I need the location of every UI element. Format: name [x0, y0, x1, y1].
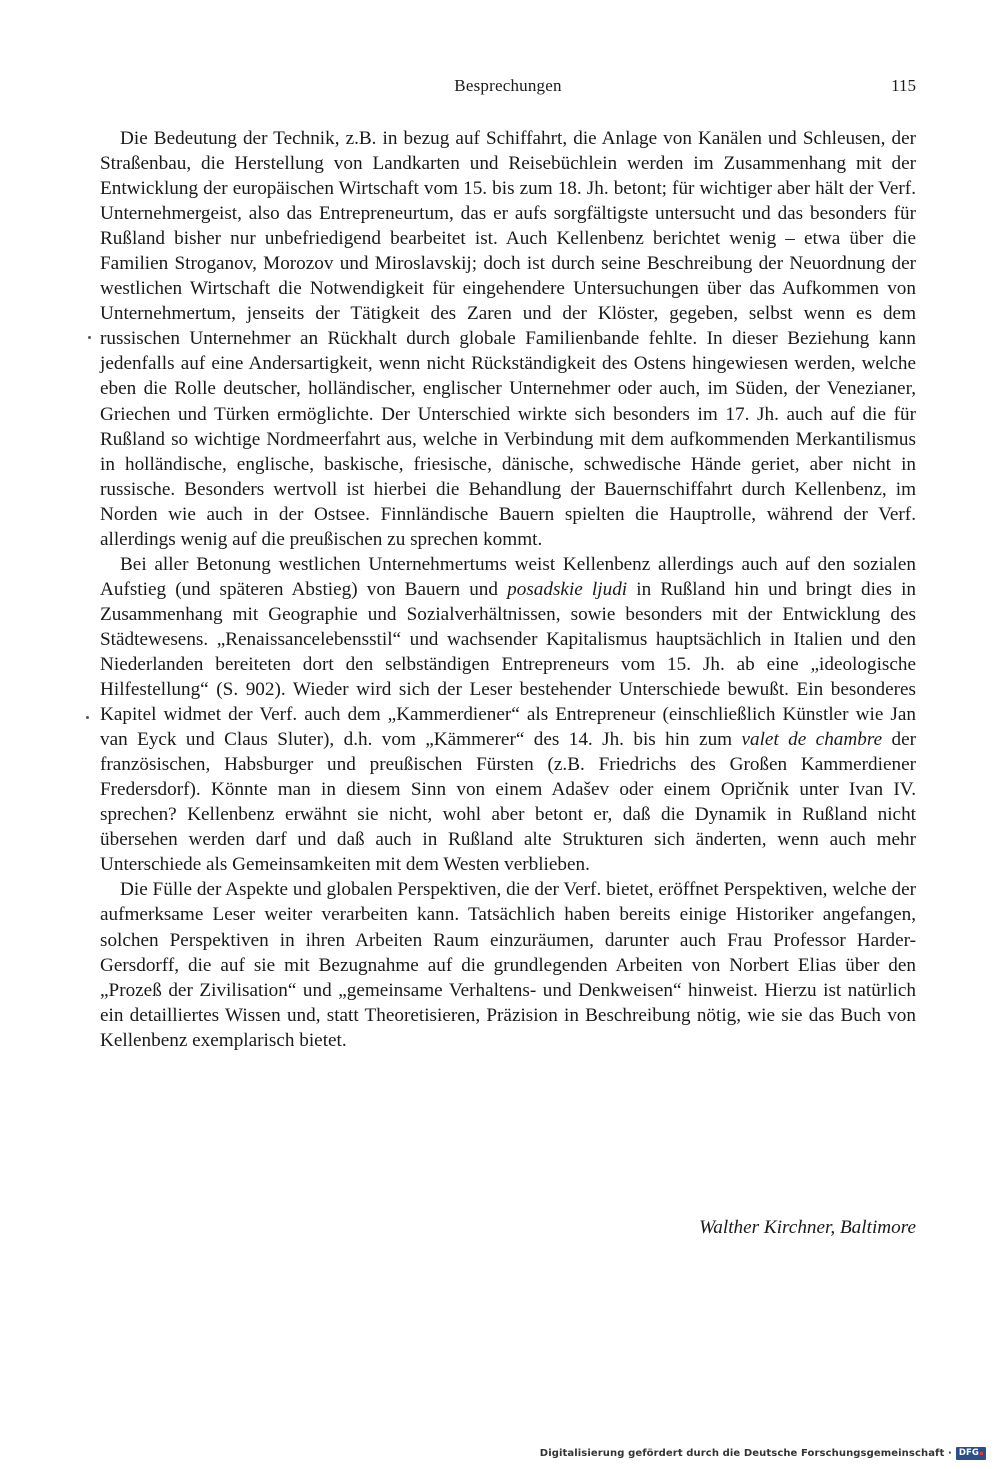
- paragraph-2-part-a: Bei aller Betonung westlichen Unternehmertums weist Kellenbenz allerdings auch auf den sozialen Aufstieg (und späteren Abstieg) von Bauern und: [100, 553, 916, 600]
- scan-speck: [88, 336, 91, 339]
- digitization-footer: [540, 1445, 986, 1461]
- italic-term-valet-de-chambre: valet de chambre: [741, 729, 883, 751]
- reviewer-signature: Walther Kirchner, Baltimore: [699, 1217, 916, 1238]
- paragraph-3: Die Fülle der Aspekte und globalen Perspektiven, die der Verf. bietet, eröffnet Perspektiven, welche der aufmerksame Leser weiter verarbeiten kann. Tatsächlich haben bereits einige Historiker angefangen, solchen Perspektiven in ihren Arbeiten Raum einzuräumen, darunter auch Frau Professor Harder-Gersdorff, die auf sie mit Bezugnahme auf die grundlegenden Arbeiten von Norbert Elias über den „Prozeß der Zivilisation“ und „gemeinsame Verhaltens- und Denkweisen“ hinweist. Hierzu ist natürlich ein detailliertes Wissen und, statt Theoretisieren, Präzision in Beschreibung nötig, wie sie das Buch von Kellenbenz exemplarisch bietet.: [100, 879, 916, 1051]
- dfg-logo-dot: [980, 1452, 983, 1455]
- page-number: 115: [891, 76, 916, 95]
- dfg-logo-icon: [956, 1447, 986, 1460]
- paragraph-2: [100, 552, 916, 878]
- paragraph-1: Die Bedeutung der Technik, z.B. in bezug auf Schiffahrt, die Anlage von Kanälen und Schleusen, der Straßenbau, die Herstellung von Landkarten und Reisebüchlein werden im Zusammenhang mit der Entwicklung der europäischen Wirtschaft vom 15. bis zum 18. Jh. betont; für wichtiger aber hält der Verf. Unternehmergeist, also das Entrepreneurtum, das er aufs sorgfältigste untersucht und das besonders für Rußland bisher nur unbefriedigend bearbeitet ist. Auch Kellenbenz berichtet wenig – etwa über die Familien Stroganov, Morozov und Miroslavskij; doch ist durch seine Beschreibung der Neuordnung der westlichen Wirtschaft die Notwendigkeit für eingehendere Untersuchungen über das Aufkommen von Unternehmertum, jenseits der Tätigkeit des Zaren und der Klöster, gegeben, selbst wenn es dem russischen Unternehmer an Rückhalt durch globale Familienbande fehlte. In dieser Beziehung kann jedenfalls auf eine Andersartigkeit, wenn nicht Rückständigkeit des Ostens hingewiesen werden, welche eben die Rolle deutscher, holländischer, englischer Unternehmer oder auch, im Süden, der Venezianer, Griechen und Türken ermöglichte. Der Unterschied wirkte sich besonders im 17. Jh. auch auf die für Rußland so wichtige Nordmeerfahrt aus, welche in Verbindung mit dem aufkommenden Merkantilismus in holländische, englische, baskische, friesische, dänische, schwedische Hände geriet, aber nicht in russische. Besonders wertvoll ist hierbei die Behandlung der Bauernschiffahrt durch Kellenbenz, im Norden wie auch in der Ostsee. Finnländische Bauern spielten die Hauptrolle, während der Verf. allerdings wenig auf die preußischen zu sprechen kommt.: [100, 128, 916, 550]
- running-title: Besprechungen: [454, 76, 562, 95]
- dfg-logo-text: DFG: [958, 1448, 979, 1458]
- review-body: [100, 126, 916, 1053]
- footer-text: Digitalisierung gefördert durch die Deutsche Forschungsgemeinschaft ·: [539, 1447, 952, 1459]
- running-header: [100, 76, 916, 100]
- scan-speck: [86, 716, 89, 719]
- italic-term-posadskie-ljudi: posadskie ljudi: [507, 578, 628, 600]
- paragraph-2-part-c: der französischen, Habsburger und preußischen Fürsten (z.B. Friedrichs des Großen Kammerdiener Fredersdorf). Könnte man in diesem Sinn von einem Adašev oder einem Opričnik unter Ivan IV. sprechen? Kellenbenz erwähnt sie nicht, wohl aber betont er, daß die Dynamik in Rußland nicht übersehen werden darf und daß auch in Rußland alte Strukturen sich änderten, wenn auch mehr Unterschiede als Gemeinsamkeiten mit dem Westen verblieben.: [100, 729, 917, 876]
- paragraph-2-part-b: in Rußland hin und bringt dies in Zusammenhang mit Geographie und Sozialverhältnissen, sowie besonders mit der Entwicklung des Städtewesens. „Renaissancelebensstil“ und wachsender Kapitalismus hauptsächlich in Italien und den Niederlanden bereiteten dort den selbständigen Entrepreneurs vom 15. Jh. ab eine „ideologische Hilfestellung“ (S. 902). Wieder wird sich der Leser bestehender Unterschiede bewußt. Ein besonderes Kapitel widmet der Verf. auch dem „Kammerdiener“ als Entrepreneur (einschließlich Künstler wie Jan van Eyck und Claus Sluter), d.h. vom „Kämmerer“ des 14. Jh. bis hin zum: [100, 578, 916, 751]
